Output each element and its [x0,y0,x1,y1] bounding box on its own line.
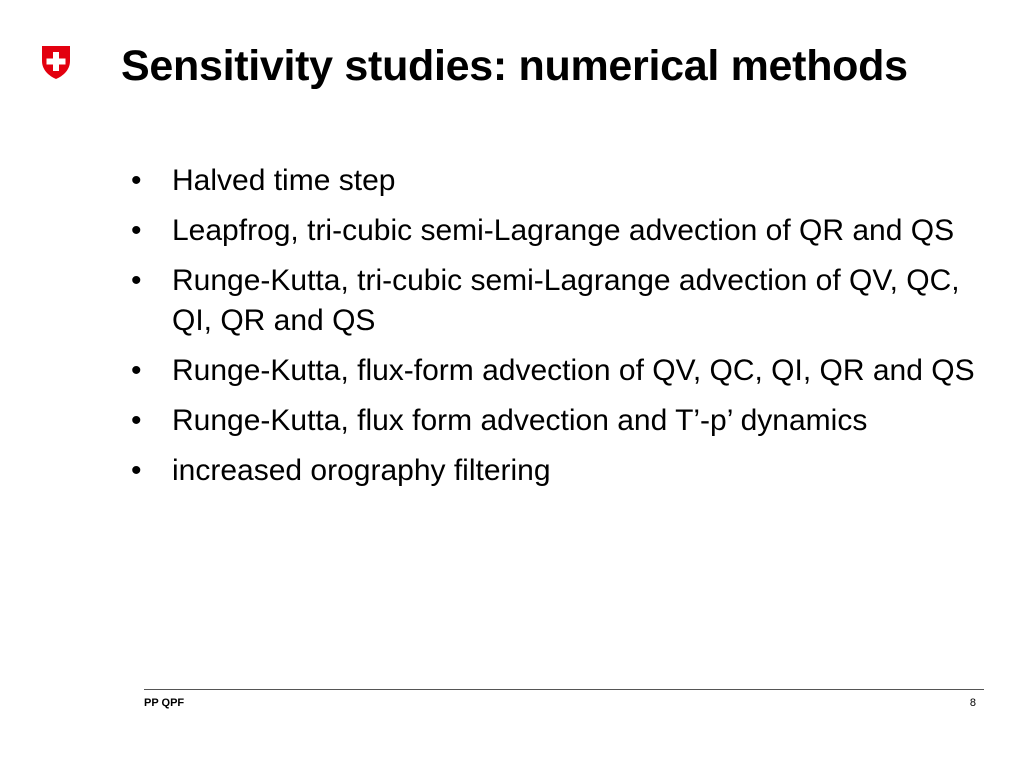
bullet-text: increased orography filtering [172,454,551,487]
list-item [131,451,981,491]
bullet-marker: • [131,164,142,197]
bullet-marker: • [131,404,142,437]
bullet-text: Runge-Kutta, flux form advection and T’-p’ dynamics [172,404,868,437]
bullet-marker: • [131,214,142,247]
swiss-cross-shield-icon [40,44,72,80]
list-item [131,261,981,341]
list-item [131,161,981,201]
page-number: 8 [969,697,976,709]
bullet-text: Halved time step [172,164,396,197]
list-item [131,211,981,251]
bullet-text: Runge-Kutta, flux-form advection of QV, QC, QI, QR and QS [172,354,975,387]
bullet-list [131,161,981,501]
bullet-text: Runge-Kutta, tri-cubic semi-Lagrange advection of QV, QC, QI, QR and QS [172,264,960,337]
bullet-marker: • [131,354,142,387]
footer-label: PP QPF [144,697,185,709]
list-item [131,401,981,441]
list-item [131,351,981,391]
footer-divider [144,689,984,690]
bullet-text: Leapfrog, tri-cubic semi-Lagrange advection of QR and QS [172,214,955,247]
bullet-marker: • [131,454,142,487]
bullet-marker: • [131,264,142,297]
slide-title: Sensitivity studies: numerical methods [121,42,908,90]
